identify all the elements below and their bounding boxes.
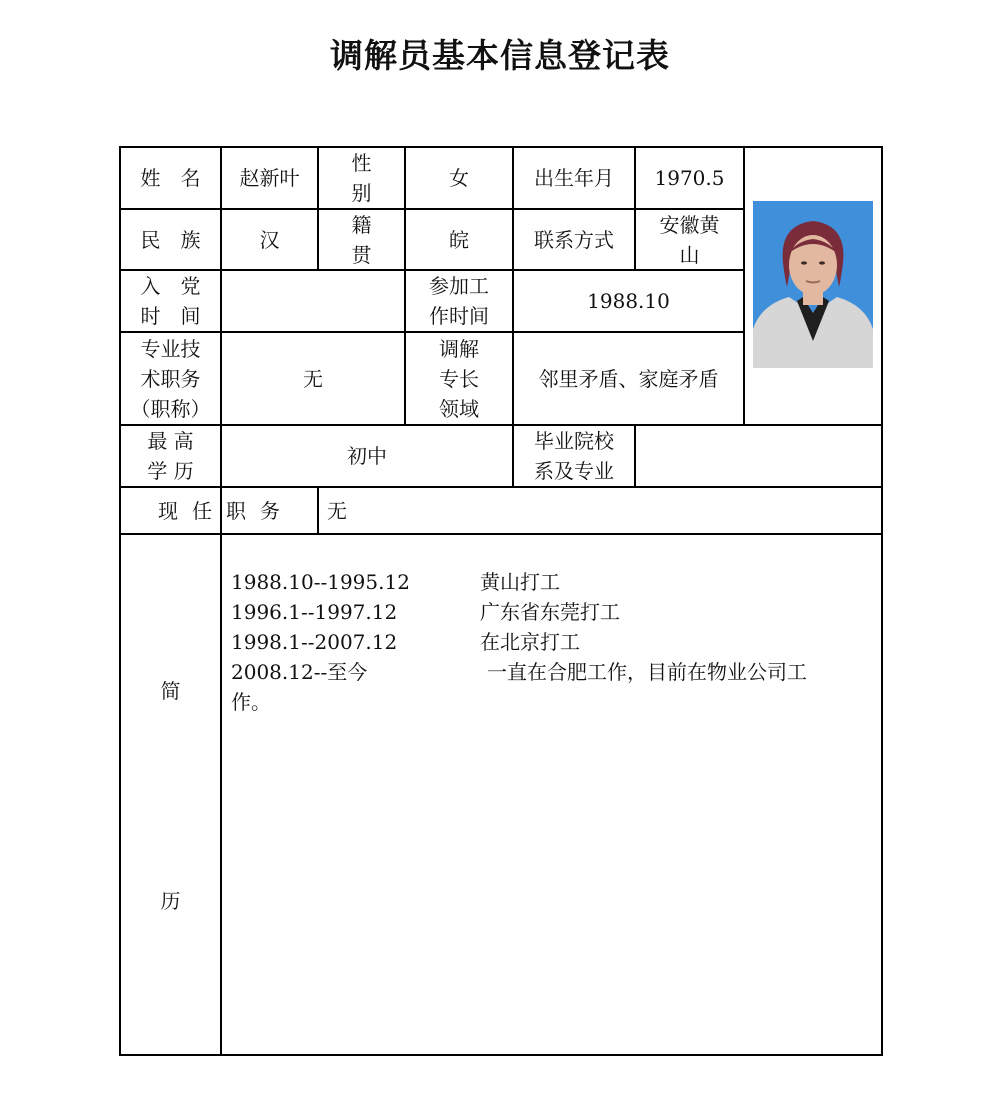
label-ethnicity: 民 族 xyxy=(140,227,201,252)
value-gender: 女 xyxy=(449,166,469,190)
value-party-join xyxy=(222,271,404,331)
value-name: 赵新叶 xyxy=(239,166,300,190)
resume-entry xyxy=(231,657,879,687)
value-ethnicity: 汉 xyxy=(259,227,280,252)
value-mediation: 邻里矛盾、家庭矛盾 xyxy=(538,366,719,391)
resume-desc: 一直在合肥工作，目前在物业公司工 xyxy=(487,660,807,684)
resume-content xyxy=(231,567,879,717)
portrait-image xyxy=(753,201,873,368)
label-position: 现任职务 xyxy=(158,498,294,523)
label-work-start: 参加工 作时间 xyxy=(429,274,489,328)
label-contact: 联系方式 xyxy=(534,227,614,252)
value-birth: 1970.5 xyxy=(654,166,725,190)
resume-entry xyxy=(231,627,879,657)
value-school xyxy=(636,426,881,486)
label-birth: 出生年月 xyxy=(534,166,614,190)
grid-line xyxy=(317,486,319,534)
resume-period: 1998.1--2007.12 xyxy=(231,630,398,654)
label-party-join: 入 党 时 间 xyxy=(140,274,201,328)
value-position: 无 xyxy=(327,498,347,523)
label-resume-2: 历 xyxy=(160,889,181,913)
label-school: 毕业院校 系及专业 xyxy=(534,429,614,483)
value-work-start: 1988.10 xyxy=(587,289,670,313)
label-mediation: 调解 专长 领域 xyxy=(439,336,479,421)
resume-desc-continued: 作。 xyxy=(231,690,271,714)
form-title: 调解员基本信息登记表 xyxy=(330,36,670,75)
photo-eye-right xyxy=(819,261,825,264)
resume-entry xyxy=(231,597,879,627)
value-contact: 安徽黄 山 xyxy=(659,212,720,267)
resume-desc: 黄山打工 xyxy=(480,570,560,594)
grid-line xyxy=(119,533,883,535)
label-resume-1: 简 xyxy=(160,679,181,703)
resume-entry xyxy=(231,567,879,597)
label-name: 姓 名 xyxy=(140,166,201,190)
grid-line xyxy=(743,146,745,425)
value-tech-title: 无 xyxy=(303,366,323,391)
value-education: 初中 xyxy=(347,444,387,468)
resume-desc: 广东省东莞打工 xyxy=(480,600,620,624)
resume-period: 1996.1--1997.12 xyxy=(231,600,398,624)
label-native-place: 籍 贯 xyxy=(351,212,372,267)
label-education: 最 高 学 历 xyxy=(147,429,194,483)
resume-period: 1988.10--1995.12 xyxy=(231,570,410,594)
label-gender: 性 别 xyxy=(351,151,372,205)
value-native-place: 皖 xyxy=(449,227,469,252)
resume-period: 2008.12--至今 xyxy=(231,660,368,684)
resume-desc: 在北京打工 xyxy=(480,630,580,654)
photo-eye-left xyxy=(801,261,807,264)
label-tech-title: 专业技 术职务 （职称） xyxy=(130,336,211,421)
photo xyxy=(753,201,873,368)
